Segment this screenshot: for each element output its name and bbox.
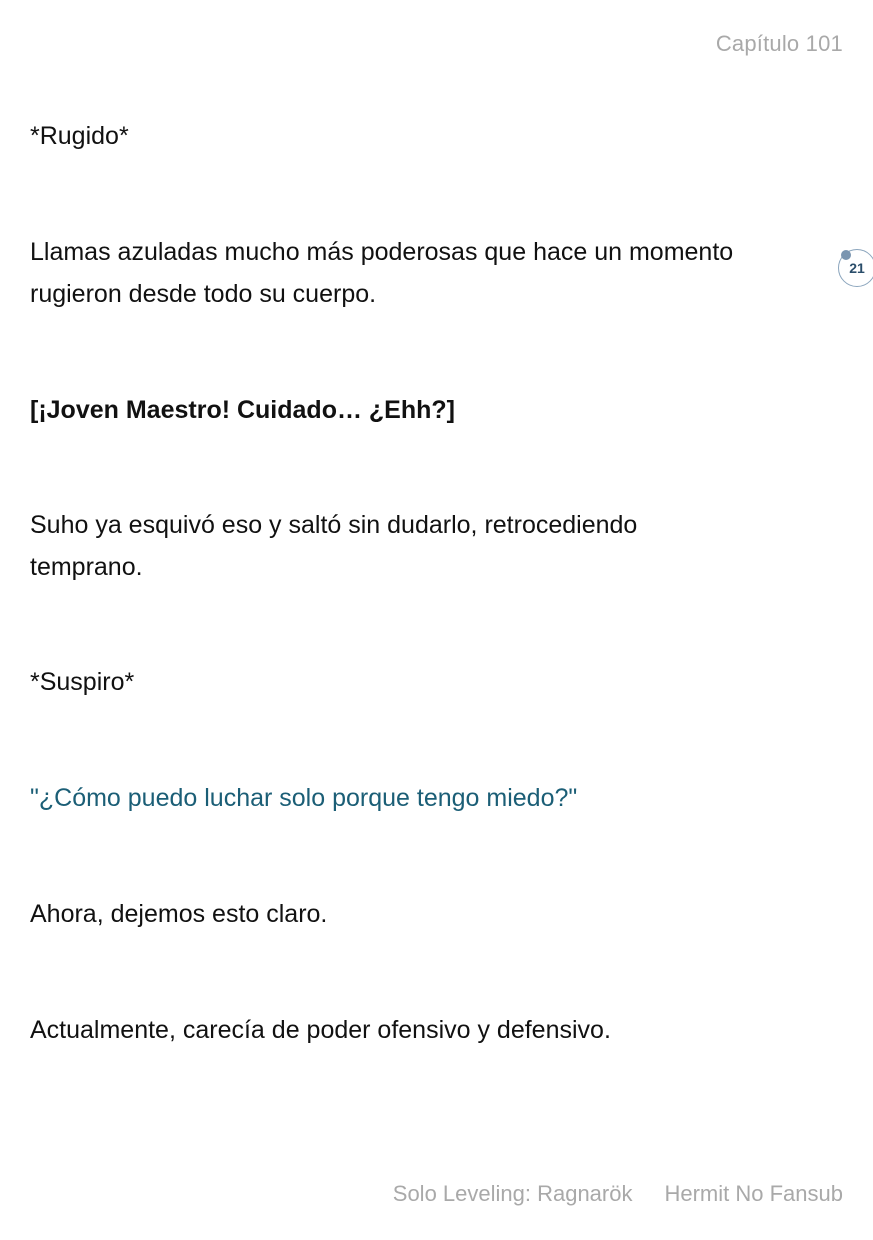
paragraph-narration-flames: Llamas azuladas mucho más poderosas que hace un momento rugieron desde todo su cuerpo. — [30, 238, 734, 308]
page-footer — [393, 1181, 843, 1207]
footer-series-title: Solo Leveling: Ragnarök — [392, 1181, 633, 1206]
chapter-header: Capítulo 101 — [715, 31, 843, 56]
paragraph-narration-power: Actualmente, carecía de poder ofensivo y defensivo. — [30, 1016, 611, 1044]
paragraph-narration-dodge: Suho ya esquivó eso y saltó sin dudarlo, retrocediendo temprano. — [30, 511, 638, 581]
paragraph-narration-clear: Ahora, dejemos esto claro. — [30, 900, 328, 928]
paragraph-sound-roar: *Rugido* — [30, 122, 129, 150]
paragraph-system-message: [¡Joven Maestro! Cuidado… ¿Ehh?] — [30, 396, 455, 424]
paragraph-sound-sigh: *Suspiro* — [30, 668, 135, 696]
page-number-badge[interactable]: 21 — [838, 249, 873, 287]
paragraph-dialogue: "¿Cómo puedo luchar solo porque tengo miedo?" — [30, 784, 578, 812]
badge-dot-icon — [841, 250, 851, 260]
footer-group-name: Hermit No Fansub — [664, 1181, 843, 1206]
